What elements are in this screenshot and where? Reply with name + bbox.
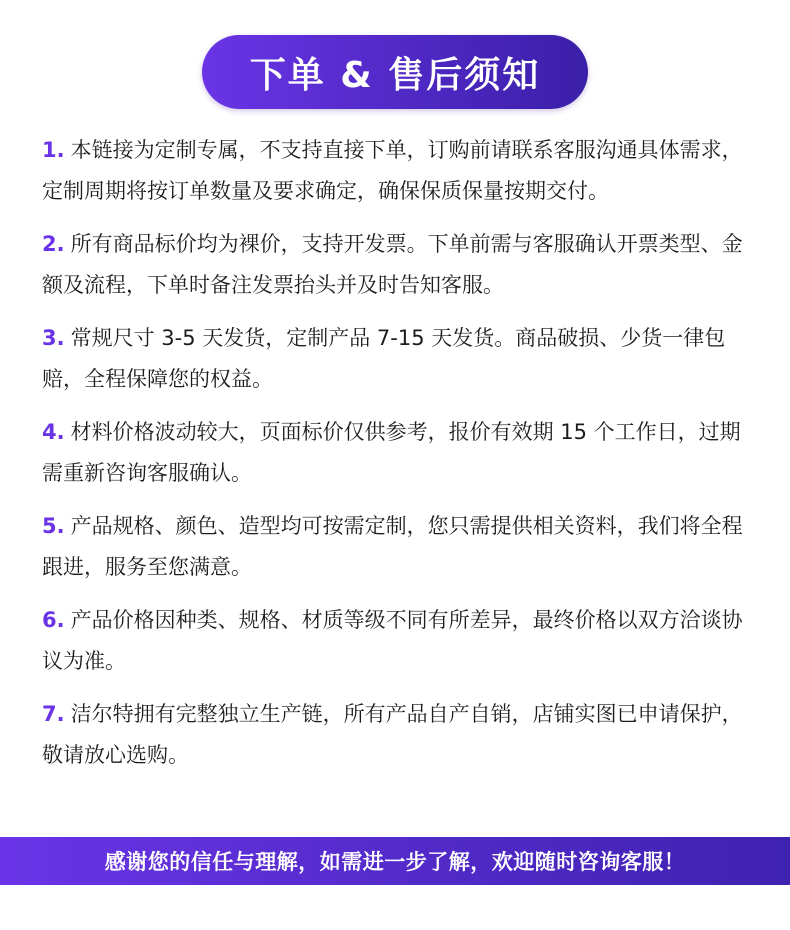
notice-item	[42, 130, 754, 212]
notice-text: 洁尔特拥有完整独立生产链，所有产品自产自销，店铺实图已申请保护，敬请放心选购。	[42, 702, 743, 767]
notice-item	[42, 694, 754, 776]
notice-item	[42, 318, 754, 400]
notice-number: 4.	[42, 420, 65, 444]
notice-text: 材料价格波动较大，页面标价仅供参考，报价有效期 15 个工作日，过期需重新咨询客服确认。	[42, 420, 741, 485]
notice-item	[42, 412, 754, 494]
footer-banner: 感谢您的信任与理解，如需进一步了解，欢迎随时咨询客服！	[0, 837, 790, 885]
notice-number: 3.	[42, 326, 65, 350]
notice-text: 本链接为定制专属，不支持直接下单，订购前请联系客服沟通具体需求，定制周期将按订单数量及要求确定，确保保质保量按期交付。	[42, 138, 743, 203]
notice-number: 2.	[42, 232, 65, 256]
notice-text: 产品规格、颜色、造型均可按需定制，您只需提供相关资料，我们将全程跟进，服务至您满意。	[42, 514, 743, 579]
notice-item	[42, 506, 754, 588]
notice-text: 常规尺寸 3-5 天发货，定制产品 7-15 天发货。商品破损、少货一律包赔，全程保障您的权益。	[42, 326, 726, 391]
notice-number: 6.	[42, 608, 65, 632]
notice-number: 5.	[42, 514, 65, 538]
notice-list	[42, 130, 754, 788]
notice-text: 所有商品标价均为裸价，支持开发票。下单前需与客服确认开票类型、金额及流程，下单时备注发票抬头并及时告知客服。	[42, 232, 743, 297]
notice-item	[42, 224, 754, 306]
notice-number: 7.	[42, 702, 65, 726]
notice-number: 1.	[42, 138, 65, 162]
page-title: 下单 & 售后须知	[202, 35, 588, 109]
notice-item	[42, 600, 754, 682]
notice-text: 产品价格因种类、规格、材质等级不同有所差异，最终价格以双方洽谈协议为准。	[42, 608, 743, 673]
